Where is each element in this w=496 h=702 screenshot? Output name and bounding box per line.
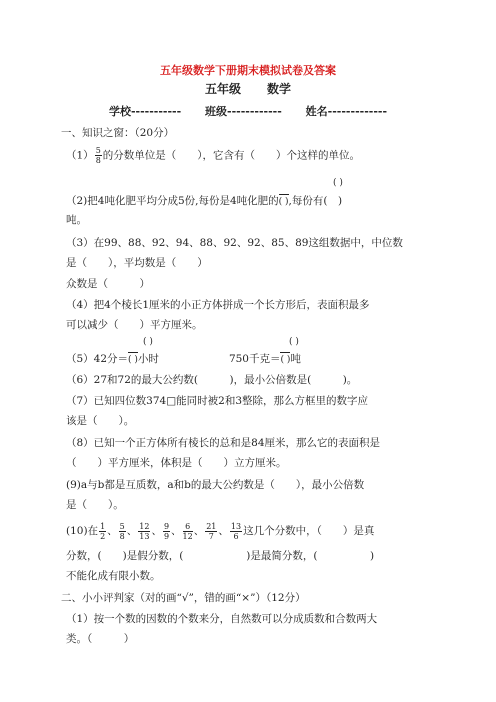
fraction-numerator: 6 [183, 522, 193, 532]
q1-fraction: $\frac{5}{8}$ [95, 146, 101, 165]
section1-title: 一、知识之窗：（20分） [61, 127, 175, 139]
fraction-separator: 、 [151, 525, 162, 537]
q10-fraction [163, 522, 170, 541]
grade-subject-line [0, 80, 496, 97]
fraction-separator: 、 [171, 525, 182, 537]
fraction-numerator: 1 [100, 521, 106, 531]
s2-q1-line2: 类。（ ） [66, 633, 135, 645]
q8-line2: （ ）平方厘米，体积是（ ）立方厘米。 [66, 457, 287, 469]
q3-line1: （3）在99、88、92、94、88、92、92、85、89这组数据中，中位数 [66, 237, 403, 249]
section2-title: 二、小小评判家（对的画“√”，错的画“×”）（12分） [61, 592, 306, 604]
fraction-denominator: 9 [163, 531, 170, 541]
exam-title: 五年级数学下册期末模拟试卷及答案 [160, 64, 336, 77]
fraction-denominator: 8 [119, 531, 125, 541]
q10-fraction-list [98, 521, 243, 541]
name-field: 姓名------------- [305, 105, 388, 118]
fraction-denominator: 12 [182, 531, 193, 541]
fraction-denominator: 2 [100, 531, 106, 541]
q2-denominator-blank: ( ) [279, 194, 289, 209]
fraction-separator: 、 [193, 525, 205, 537]
q10-fraction [99, 522, 106, 541]
q7-line2: 该是（ ）。 [66, 415, 135, 427]
fraction-numerator: 12 [139, 521, 150, 531]
q5-blank-box-1: ( ) [128, 352, 138, 367]
fraction-denominator: 13 [139, 531, 150, 541]
fraction-denominator: 7 [208, 531, 214, 541]
q3-line3: 众数是（ ） [66, 278, 150, 290]
fraction-numerator: 13 [230, 521, 242, 531]
q8-line1: （8）已知一个正方体所有棱长的总和是84厘米，那么它的表面积是 [66, 437, 381, 449]
q10-fraction [138, 522, 150, 541]
q4-line2: 可以减少（ ）平方厘米。 [66, 319, 203, 331]
q2-numerator-blank: ( ) [333, 178, 343, 188]
q5-blank-top-2: ( ) [289, 337, 299, 347]
grade-label: 五年级 [204, 82, 241, 96]
fraction-denominator: 6 [233, 531, 239, 541]
q4-line1: （4）把4个棱长1厘米的小正方体拼成一个长方形后，表面积最多 [66, 299, 370, 311]
school-field: 学校----------- [108, 105, 182, 118]
q9-line2: 是（ ）。 [66, 499, 124, 511]
q5-blank-box-2: ( ) [280, 352, 290, 367]
q2-line2: 吨。 [66, 214, 87, 226]
fraction-numerator: 5 [119, 521, 125, 531]
q10-line1: (10)在 $\frac{1}{2}$ 、 $\frac{5}{8}$ 、 $\frac{12}{13}$ 、 $\frac{9}{9}$ 、 $\frac{6}{12}$ 、 $\frac{21}{7}$ 、 $\frac{13}{6}$ 这几个分数中，（ ）是真 [66, 521, 375, 541]
s2-q1-line1: （1）按一个数的因数的个数来分，自然数可以分成质数和合数两大 [66, 613, 378, 625]
q10-fraction [205, 522, 217, 541]
q10-fraction [183, 522, 193, 541]
fraction-numerator: 21 [206, 521, 217, 531]
q5-line: （5）42分＝( )小时 750千克＝( )吨 [66, 353, 301, 365]
class-field: 班级------------ [205, 105, 282, 118]
fraction-separator: 、 [107, 525, 118, 537]
fraction-numerator: 9 [163, 521, 170, 531]
subject-label: 数学 [267, 82, 292, 96]
q1: （1） $\frac{5}{8}$ 的分数单位是（ ），它含有（ ）个这样的单位。 [66, 146, 361, 165]
fraction-separator: 、 [218, 525, 229, 537]
q6: （6）27和72的最大公约数( )，最小公倍数是( )。 [66, 374, 358, 386]
q10-fraction [230, 522, 242, 541]
q10-line2: 分数，( )是假分数，( )是最简分数，( ) [66, 550, 375, 562]
q10-fraction [119, 522, 126, 541]
q10-line3: 不能化成有限小数。 [66, 570, 161, 582]
student-info-line [0, 103, 496, 119]
q5-blank-top-1: ( ) [143, 337, 153, 347]
q9-line1: (9)a与b都是互质数，a和b的最大公约数是（ ），最小公倍数 [66, 479, 365, 491]
q2-line1: （2)把4吨化肥平均分成5份,每份是4吨化肥的( ),每份有( ) [66, 195, 343, 207]
fraction-separator: 、 [126, 525, 138, 537]
q3-line2: 是（ ），平均数是（ ） [66, 257, 208, 269]
q7-line1: （7）已知四位数374□能同时被2和3整除，那么方框里的数字应 [66, 395, 369, 407]
